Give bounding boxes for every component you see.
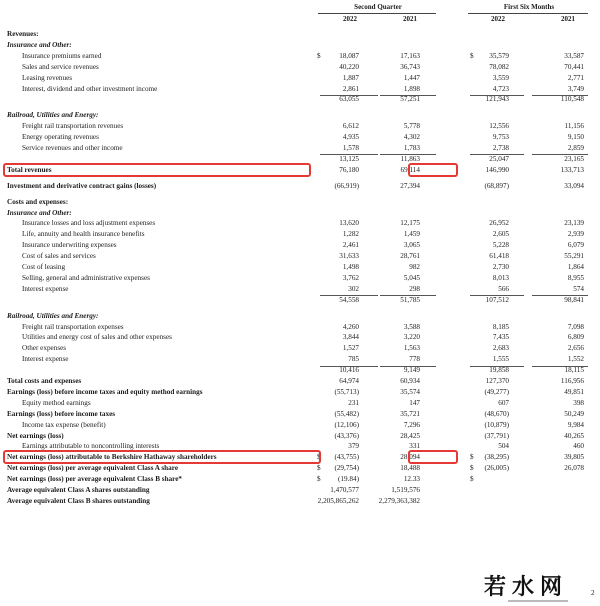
row-value: 5,778 [403,122,420,131]
row-value: 61,418 [489,252,509,261]
row-value: 778 [409,355,420,364]
row-value: (43,376) [334,431,359,440]
row-label: Interest expense [22,284,69,293]
row-value: 116,956 [560,377,584,385]
row-value: 4,302 [403,133,420,142]
row-value: 63,055 [339,95,359,104]
row-label: Railroad, Utilities and Energy: [7,111,99,120]
trailing-fragment: 2 [591,589,595,597]
row-value: 49,851 [564,387,584,396]
row-value: 5,228 [492,241,509,250]
statement-row [0,132,600,143]
row-value: 98,841 [564,295,584,304]
row-value: 27,394 [400,181,420,190]
subtotal-rule [320,154,378,155]
row-value: 39,805 [564,453,584,462]
row-value: 25,047 [489,154,509,163]
row-value: (55,713) [334,387,359,396]
row-label: Energy operating revenues [22,133,99,142]
subtotal-rule [380,366,436,367]
statement-row [0,218,600,229]
statement-row [0,409,600,420]
row-value: 6,079 [567,241,584,250]
row-value: 1,552 [567,355,584,364]
row-value: 107,512 [485,295,509,304]
row-value: 12,175 [400,219,420,228]
statement-row [0,143,600,154]
row-label: Insurance and Other: [7,40,72,49]
subtotal-row [0,295,600,306]
row-value: 51,785 [400,295,420,304]
row-value: 1,578 [342,144,359,152]
row-value: 8,955 [567,273,584,282]
row-label: Net earnings (loss) per average equivalent Class A share [7,464,179,473]
statement-row [0,398,600,409]
dollar-sign: $ [317,51,321,60]
row-value: 3,559 [492,73,509,82]
statement-row [0,485,600,496]
row-value: 110,548 [560,95,584,104]
subtotal-rule [470,295,524,296]
row-label: Interest, dividend and other investment income [22,84,158,93]
row-label: Railroad, Utilities and Energy: [7,311,99,320]
statement-row [0,62,600,73]
dollar-sign: $ [470,475,474,484]
row-value: 6,612 [342,122,359,131]
row-value: (26,005) [484,464,509,473]
dollar-sign: $ [317,453,321,462]
row-value: 55,291 [564,252,584,261]
subtotal-rule [532,95,588,96]
row-label: Earnings (loss) before income taxes and equity method earnings [7,387,203,396]
row-value: 785 [348,355,359,364]
row-value: 231 [348,398,359,407]
row-value: 147 [409,398,420,407]
subtotal-row [0,94,600,105]
row-value: 3,844 [342,333,359,342]
dollar-sign: $ [470,51,474,60]
row-value: (43,755) [334,453,359,462]
row-value: 33,094 [564,181,584,190]
subtotal-rule [320,95,378,96]
statement-row [0,229,600,240]
row-value: 2,738 [492,144,509,152]
statement-row [0,208,600,219]
row-value: 7,098 [567,322,584,331]
statement-row [0,474,600,485]
row-label: Total revenues [7,165,52,174]
row-value: 26,078 [564,464,584,473]
row-value: (37,791) [484,431,509,440]
row-value: 2,279,363,382 [378,496,420,505]
row-value: 1,519,576 [391,486,420,494]
row-value: (55,482) [334,409,359,418]
header-year-q2-2022: 2022 [343,15,357,23]
row-value: 1,563 [403,344,420,353]
statement-row [0,332,600,343]
row-label: Earnings attributable to noncontrolling interests [22,442,160,451]
row-label: Cost of leasing [22,263,66,271]
row-value: 76,180 [339,165,359,174]
highlight-box-label [3,163,311,177]
row-value: 566 [498,284,509,293]
subtotal-rule [470,95,524,96]
row-value: 1,282 [342,230,359,239]
statement-row [0,376,600,387]
row-value: 2,730 [492,263,509,271]
row-label: Equity method earnings [22,398,91,407]
row-value: 302 [348,284,359,293]
statement-row [0,251,600,262]
row-value: 2,771 [567,73,584,82]
row-value: 36,743 [400,62,420,71]
statement-row [0,262,600,273]
row-value: 9,149 [403,366,420,375]
row-value: 57,251 [400,95,420,104]
row-value: 9,753 [492,133,509,142]
row-value: (49,277) [484,387,509,396]
subtotal-rule [470,366,524,367]
row-value: 28,094 [400,453,420,462]
row-value: 13,620 [339,219,359,228]
header-first-six-months: First Six Months [503,3,555,11]
row-value: 35,579 [489,51,509,60]
subtotal-rule [380,154,436,155]
row-value: 35,721 [400,409,420,418]
row-value: (19.84) [338,475,359,484]
row-value: 33,587 [564,51,584,60]
row-value: 60,934 [400,377,420,385]
row-value: 1,783 [403,144,420,152]
row-value: 35,574 [400,387,420,396]
row-value: 3,588 [403,322,420,331]
row-value: 4,260 [342,322,359,331]
statement-row [0,110,600,121]
row-label: Freight rail transportation expenses [22,322,124,331]
row-value: 2,656 [567,344,584,353]
row-label: Service revenues and other income [22,144,123,152]
row-value: 2,859 [567,144,584,152]
statement-row [0,51,600,62]
row-value: 982 [409,263,420,271]
row-value: 17,163 [400,51,420,60]
statement-row [0,84,600,95]
row-value: 28,425 [400,431,420,440]
row-value: 3,065 [403,241,420,250]
statement-row [0,343,600,354]
row-value: 2,683 [492,344,509,353]
row-value: (29,754) [334,464,359,473]
row-value: 2,605 [492,230,509,239]
subtotal-rule [380,295,436,296]
row-value: 146,990 [485,165,509,174]
dollar-sign: $ [470,453,474,462]
row-value: 40,220 [339,62,359,71]
header-second-quarter: Second Quarter [354,3,402,11]
row-value: 1,527 [342,344,359,353]
row-value: 2,205,865,262 [317,496,359,505]
row-value: 1,555 [492,355,509,364]
statement-row [0,322,600,333]
row-value: 2,939 [567,230,584,239]
row-value: (66,919) [334,181,359,190]
statement-row [0,40,600,51]
row-value: 26,952 [489,219,509,228]
subtotal-rule [470,154,524,155]
row-label: Average equivalent Class A shares outstanding [7,486,150,494]
statement-row [0,181,600,192]
row-value: 28,761 [400,252,420,261]
subtotal-rule [320,295,378,296]
subtotal-rule [532,154,588,155]
row-value: 379 [348,442,359,451]
row-label: Net earnings (loss) attributable to Berkshire Hathaway shareholders [7,453,217,462]
row-value: 78,082 [489,62,509,71]
header-year-6m-2022: 2022 [491,15,505,23]
row-value: 69,114 [400,165,420,174]
row-value: 18,087 [339,51,359,60]
row-value: 607 [498,398,509,407]
row-value: 2,861 [342,84,359,93]
header-underline-q2 [318,13,436,14]
row-label: Insurance and Other: [7,208,72,217]
row-value: 5,045 [403,273,420,282]
statement-row [0,73,600,84]
row-value: 13,125 [339,154,359,163]
row-label: Selling, general and administrative expenses [22,273,150,282]
subtotal-rule [380,95,436,96]
row-label: Income tax expense (benefit) [22,420,106,429]
statement-row [0,311,600,322]
row-label: Sales and service revenues [22,62,99,71]
row-value: 23,139 [564,219,584,228]
dollar-sign: $ [317,464,321,473]
row-label: Other expenses [22,344,67,353]
row-value: 54,558 [339,295,359,304]
row-label: Insurance underwriting expenses [22,241,117,250]
highlight-box-value [408,450,458,464]
row-value: 4,723 [492,84,509,93]
statement-row [0,284,600,295]
row-label: Insurance premiums earned [22,51,102,60]
statement-row [0,431,600,442]
row-label: Insurance losses and loss adjustment expenses [22,219,156,228]
row-value: 8,013 [492,273,509,282]
row-value: 8,185 [492,322,509,331]
row-value: 1,447 [403,73,420,82]
row-value: (48,670) [484,409,509,418]
row-value: 9,984 [567,420,584,429]
row-label: Earnings (loss) before income taxes [7,409,116,418]
statement-row [0,240,600,251]
statement-row [0,121,600,132]
row-label: Investment and derivative contract gains (losses) [7,181,157,190]
row-value: 121,943 [485,95,509,104]
row-value: (68,897) [484,181,509,190]
row-value: 331 [409,442,420,451]
row-value: 3,749 [567,84,584,93]
row-label: Net earnings (loss) per average equivalent Class B share* [7,475,183,484]
row-value: 1,470,577 [330,486,359,494]
row-value: 50,249 [564,409,584,418]
highlight-box-value [408,163,458,177]
row-value: 7,296 [403,420,420,429]
statement-row [0,29,600,40]
row-value: 1,898 [403,84,420,93]
row-value: 298 [409,284,420,293]
row-value: 18,115 [564,366,584,375]
subtotal-rule [320,366,378,367]
statement-row [0,387,600,398]
row-value: 1,864 [567,263,584,271]
row-value: 504 [498,442,509,451]
row-label: Cost of sales and services [22,252,96,261]
row-value: 40,265 [564,431,584,440]
statement-row [0,273,600,284]
row-value: 31,633 [339,252,359,261]
statement-row [0,197,600,208]
subtotal-row [0,365,600,376]
statement-row [0,463,600,474]
row-value: (10,879) [484,420,509,429]
row-value: 64,974 [339,377,359,385]
row-value: 12.33 [403,475,420,484]
statement-row [0,420,600,431]
row-value: 12,556 [489,122,509,131]
row-label: Costs and expenses: [7,197,69,206]
subtotal-rule [532,295,588,296]
row-label: Net earnings (loss) [7,431,64,440]
header-underline-6m [468,13,588,14]
row-value: 19,858 [489,366,509,375]
row-value: 70,441 [564,62,584,71]
row-value: (38,295) [484,453,509,462]
row-label: Average equivalent Class B shares outstanding [7,496,150,505]
header-year-q2-2021: 2021 [403,15,417,23]
row-value: 574 [573,284,584,293]
highlight-box-label [3,450,321,464]
row-value: 7,435 [492,333,509,342]
watermark-logo: 若水网 [484,575,569,600]
header-year-6m-2021: 2021 [561,15,575,23]
row-value: 133,713 [560,165,584,174]
row-value: 23,165 [564,154,584,163]
row-label: Life, annuity and health insurance benefits [22,230,145,239]
row-value: 3,762 [342,273,359,282]
row-value: 9,150 [567,133,584,142]
row-value: 1,887 [342,73,359,82]
row-value: 398 [573,398,584,407]
row-label: Total costs and expenses [7,377,82,385]
statement-row [0,354,600,365]
row-value: 1,459 [403,230,420,239]
row-value: 18,488 [400,464,420,473]
dollar-sign: $ [470,464,474,473]
row-value: 2,461 [342,241,359,250]
row-label: Freight rail transportation revenues [22,122,124,131]
row-value: 6,809 [567,333,584,342]
statement-row [0,496,600,507]
subtotal-rule [532,366,588,367]
row-value: 1,498 [342,263,359,271]
row-value: 460 [573,442,584,451]
row-value: 3,220 [403,333,420,342]
row-label: Utilities and energy cost of sales and other expenses [22,333,172,342]
row-label: Revenues: [7,30,39,38]
row-value: (12,106) [334,420,359,429]
row-value: 10,416 [339,366,359,375]
watermark-underline [508,600,568,602]
row-value: 4,935 [342,133,359,142]
row-value: 11,156 [564,122,584,131]
row-label: Interest expense [22,355,69,364]
row-label: Leasing revenues [22,73,73,82]
dollar-sign: $ [317,475,321,484]
row-value: 11,863 [400,154,420,163]
row-value: 127,370 [485,377,509,385]
